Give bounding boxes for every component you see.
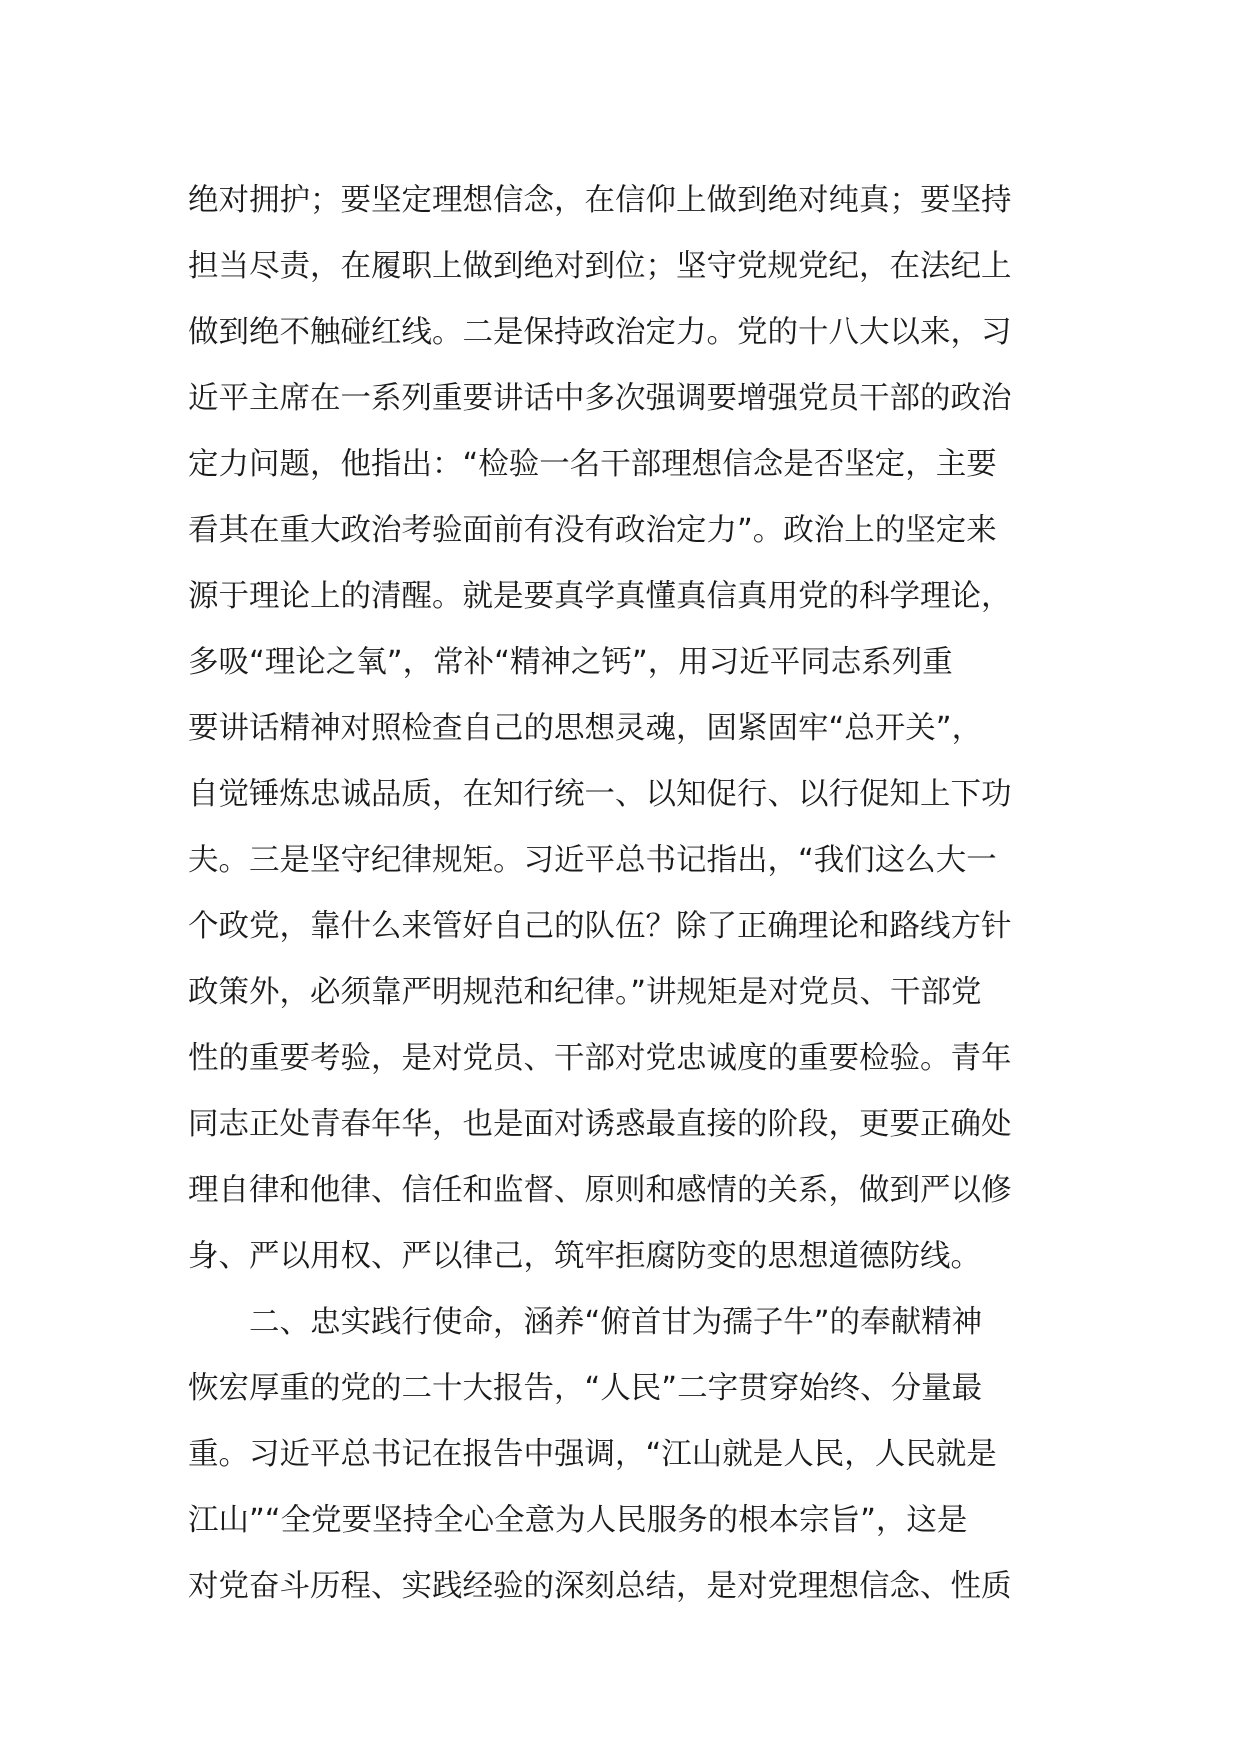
text-line: 恢宏厚重的党的二十大报告，“人民”二字贯穿始终、分量最 <box>188 1371 983 1406</box>
text-line: 理自律和他律、信任和监督、原则和感情的关系，做到严以修 <box>188 1173 1012 1208</box>
text-line: 同志正处青春年华，也是面对诱惑最直接的阶段，更要正确处 <box>188 1107 1012 1142</box>
text-line: 江山”“全党要坚持全心全意为人民服务的根本宗旨”，这是 <box>188 1503 968 1538</box>
text-line: 政策外，必须靠严明规范和纪律。”讲规矩是对党员、干部党 <box>188 975 982 1010</box>
text-line: 看其在重大政治考验面前有没有政治定力”。政治上的坚定来 <box>188 513 997 548</box>
text-line: 重。习近平总书记在报告中强调，“江山就是人民，人民就是 <box>188 1437 997 1472</box>
text-line: 绝对拥护；要坚定理想信念，在信仰上做到绝对纯真；要坚持 <box>188 183 1012 218</box>
text-line: 身、严以用权、严以律己，筑牢拒腐防变的思想道德防线。 <box>188 1239 981 1274</box>
text-line: 个政党，靠什么来管好自己的队伍？除了正确理论和路线方针 <box>188 909 1012 944</box>
text-line: 要讲话精神对照检查自己的思想灵魂，固紧固牢“总开关”， <box>188 711 983 746</box>
text-line: 多吸“理论之氧”，常补“精神之钙”，用习近平同志系列重 <box>188 645 953 680</box>
text-line: 担当尽责，在履职上做到绝对到位；坚守党规党纪，在法纪上 <box>188 249 1012 284</box>
body-text <box>188 168 1058 1620</box>
section-heading-line: 二、忠实践行使命，涵养“俯首甘为孺子牛”的奉献精神 <box>188 1305 983 1340</box>
text-line: 做到绝不触碰红线。二是保持政治定力。党的十八大以来，习 <box>188 315 1012 350</box>
text-line: 定力问题，他指出：“检验一名干部理想信念是否坚定，主要 <box>188 447 997 482</box>
text-line: 源于理论上的清醒。就是要真学真懂真信真用党的科学理论， <box>188 579 1012 614</box>
text-line: 近平主席在一系列重要讲话中多次强调要增强党员干部的政治 <box>188 381 1012 416</box>
text-line: 自觉锤炼忠诚品质，在知行统一、以知促行、以行促知上下功 <box>188 777 1012 812</box>
text-line: 对党奋斗历程、实践经验的深刻总结，是对党理想信念、性质 <box>188 1569 1012 1604</box>
text-line: 夫。三是坚守纪律规矩。习近平总书记指出，“我们这么大一 <box>188 843 997 878</box>
text-line: 性的重要考验，是对党员、干部对党忠诚度的重要检验。青年 <box>188 1041 1012 1076</box>
